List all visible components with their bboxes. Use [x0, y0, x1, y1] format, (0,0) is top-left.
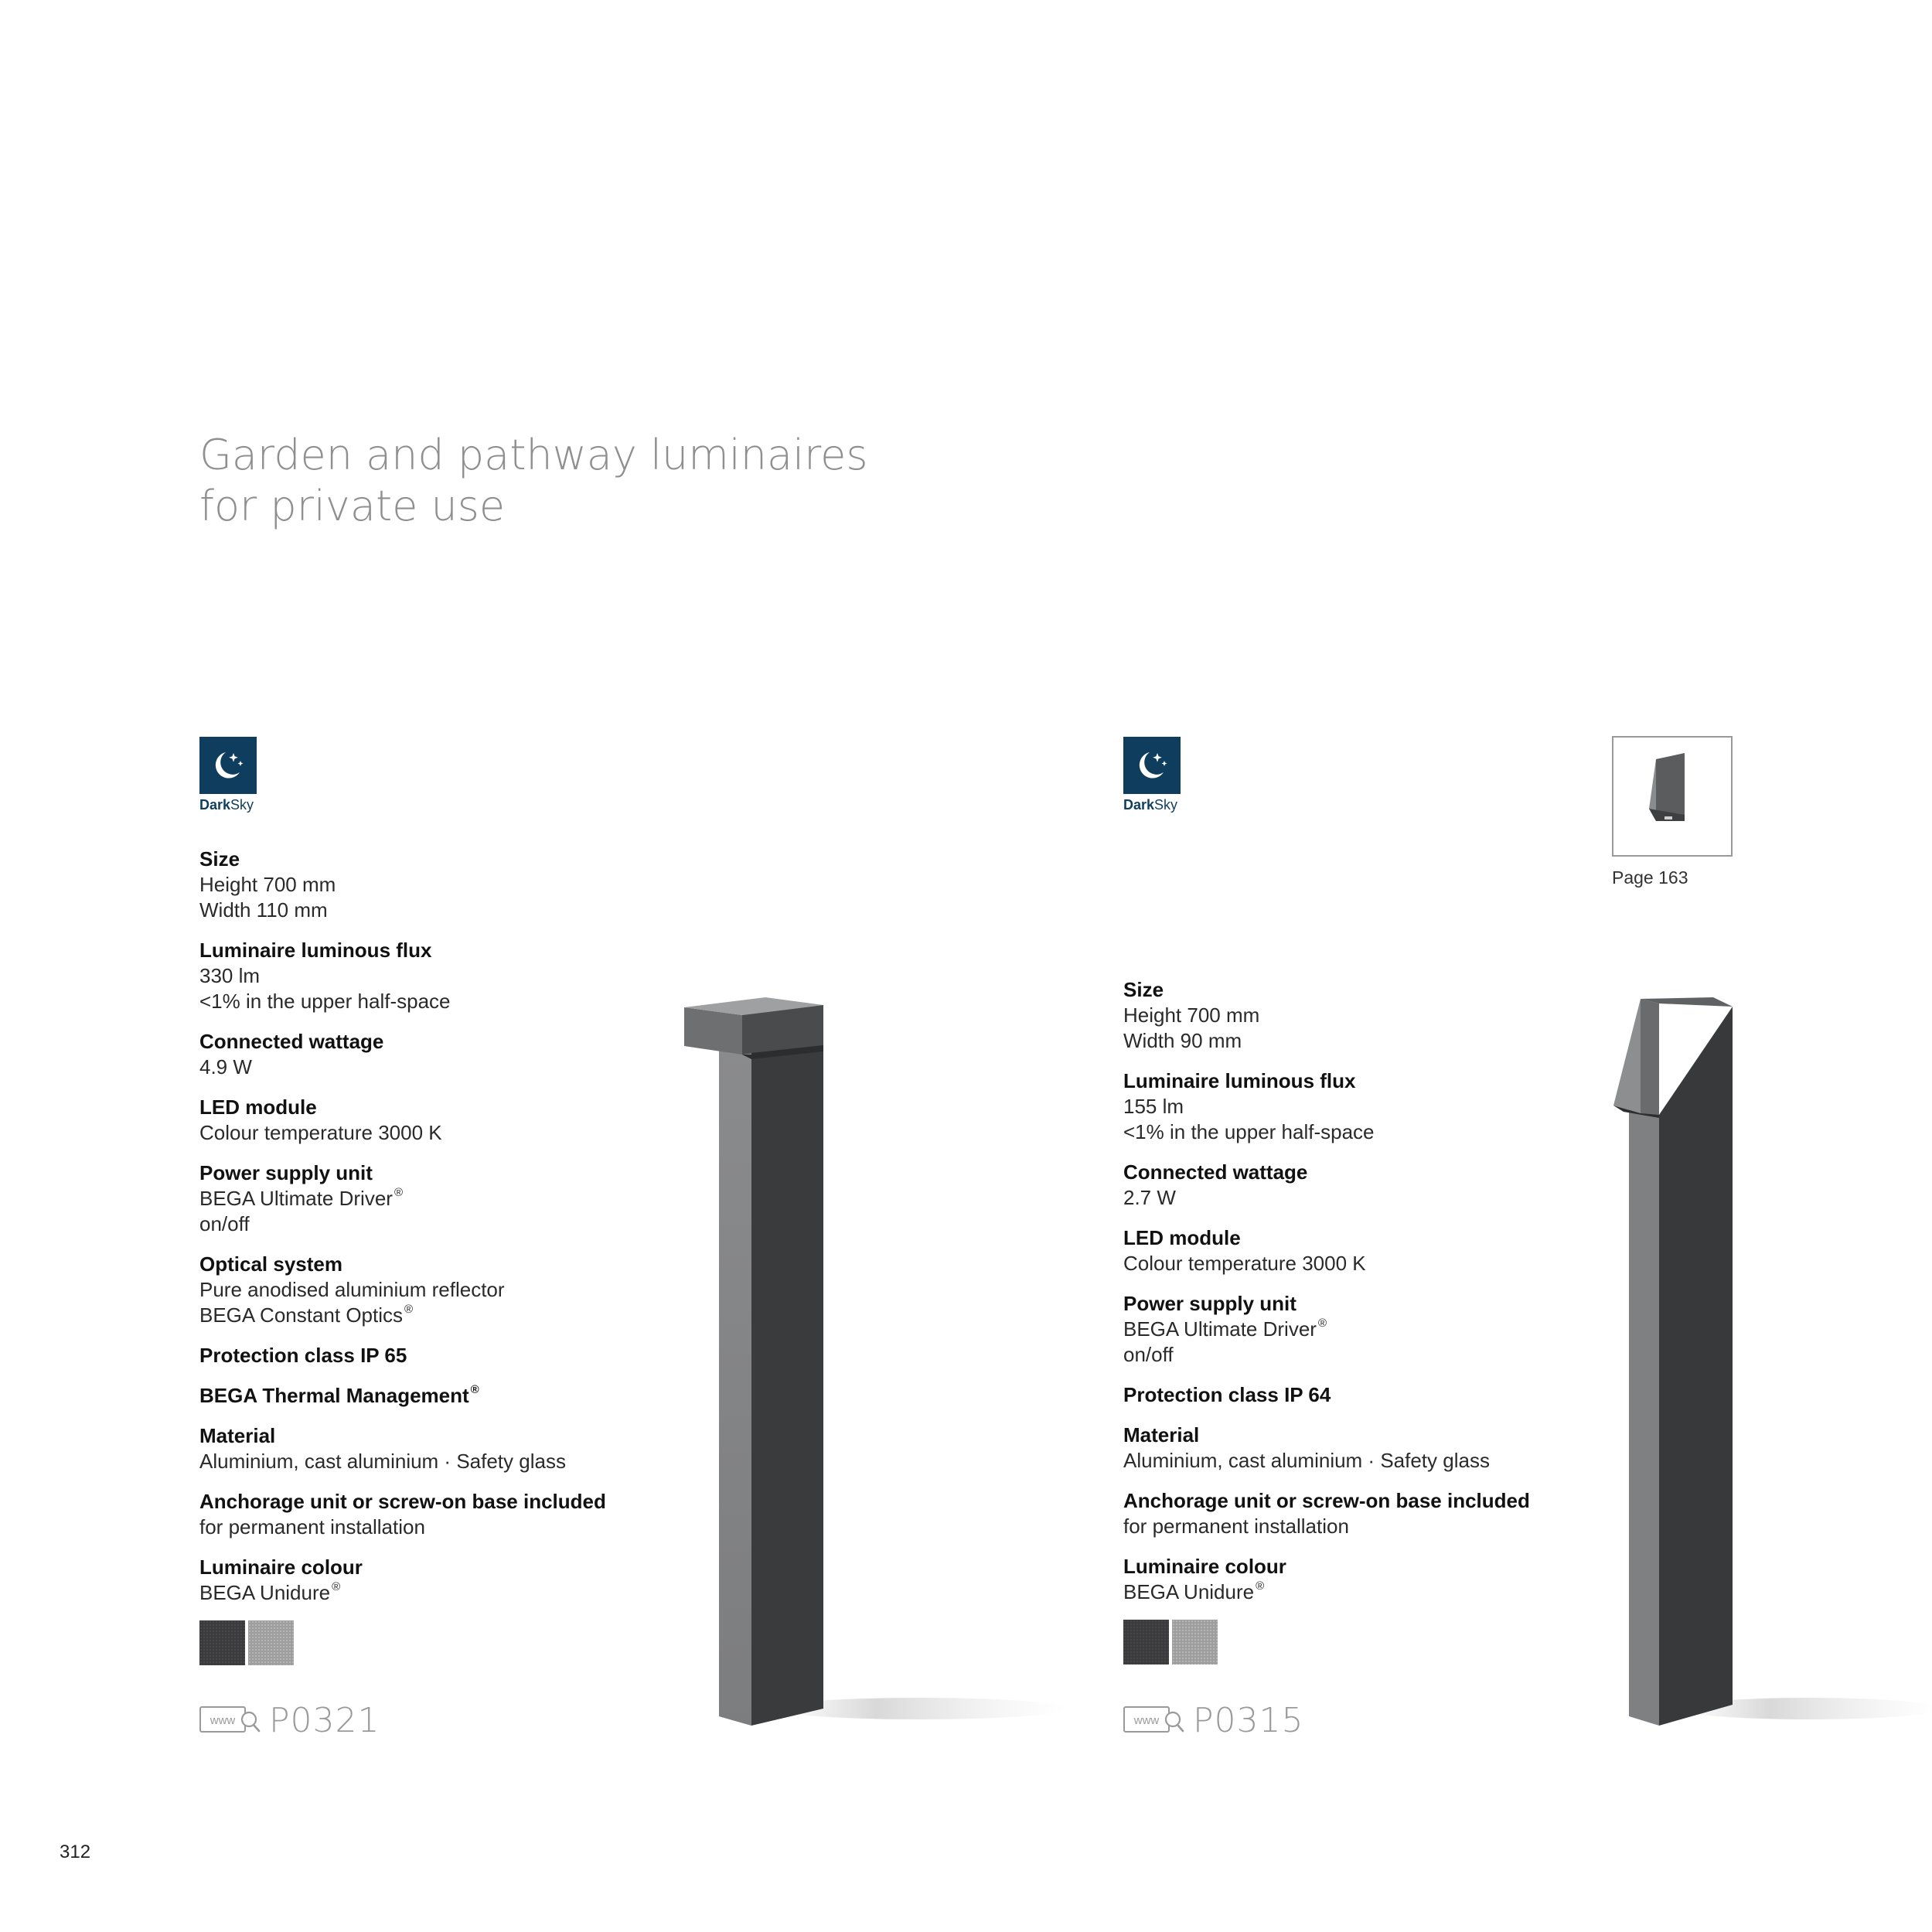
spec-value: on/off — [199, 1212, 250, 1235]
spec-value: BEGA Constant Optics ® — [199, 1303, 414, 1327]
wall-luminaire-icon — [1613, 738, 1731, 855]
registered-mark: ® — [470, 1383, 479, 1396]
spec-value: Colour temperature 3000 K — [199, 1121, 442, 1144]
swatch-silver[interactable] — [248, 1620, 294, 1665]
page-title-line-1: Garden and pathway luminaires — [199, 431, 868, 479]
spec-size — [1123, 977, 1649, 1054]
moon-stars-icon — [1123, 737, 1181, 794]
spec-title: Protection class IP 65 — [199, 1344, 407, 1367]
spec-title: Material — [1123, 1423, 1200, 1446]
darksky-badge — [1123, 737, 1181, 813]
registered-mark: ® — [332, 1580, 341, 1593]
registered-mark: ® — [1256, 1579, 1265, 1593]
spec-value: Width 90 mm — [1123, 1029, 1242, 1052]
spec-value: Aluminium, cast aluminium · Safety glass — [199, 1450, 566, 1473]
spec-protection-class — [1123, 1382, 1649, 1408]
colour-swatches — [1123, 1620, 1649, 1665]
spec-value: 155 lm — [1123, 1095, 1184, 1118]
spec-size — [199, 847, 725, 923]
luminaire-image-p0321 — [665, 982, 1067, 1747]
spec-title: Power supply unit — [1123, 1292, 1297, 1315]
spec-value: for permanent installation — [1123, 1515, 1349, 1538]
product-code-link-p0321[interactable] — [199, 1701, 380, 1740]
spec-value: Aluminium, cast aluminium · Safety glass — [1123, 1449, 1490, 1472]
spec-value: BEGA Ultimate Driver ® — [1123, 1317, 1327, 1341]
swatch-silver[interactable] — [1172, 1620, 1218, 1665]
reference-thumbnail[interactable] — [1612, 736, 1733, 857]
spec-title: Size — [199, 847, 240, 871]
spec-title: Anchorage unit or screw-on base included — [1123, 1489, 1530, 1512]
spec-led-module — [1123, 1225, 1649, 1276]
spec-title: Connected wattage — [199, 1030, 384, 1053]
spec-title: LED module — [199, 1095, 317, 1119]
spec-wattage — [1123, 1160, 1649, 1211]
spec-value: BEGA Unidure ® — [1123, 1579, 1265, 1603]
page-title-line-2: for private use — [199, 482, 506, 530]
spec-value: Height 700 mm — [199, 873, 336, 896]
colour-swatches — [199, 1620, 725, 1665]
spec-value: <1% in the upper half-space — [1123, 1120, 1375, 1143]
spec-material — [1123, 1423, 1649, 1474]
darksky-label: DarkSky — [1123, 797, 1178, 813]
spec-thermal-management — [199, 1383, 725, 1409]
spec-title: Connected wattage — [1123, 1160, 1308, 1184]
spec-luminaire-colour — [1123, 1554, 1649, 1605]
spec-title: Size — [1123, 978, 1164, 1001]
spec-optical-system — [199, 1252, 725, 1328]
spec-value: 2.7 W — [1123, 1186, 1176, 1209]
spec-title: LED module — [1123, 1226, 1241, 1249]
spec-title: Optical system — [199, 1252, 342, 1276]
spec-power-supply — [1123, 1291, 1649, 1368]
spec-value: <1% in the upper half-space — [199, 990, 451, 1013]
page-number: 312 — [60, 1842, 91, 1862]
spec-anchorage — [199, 1489, 725, 1540]
product-code: P0315 — [1193, 1701, 1304, 1740]
luminaire-image-p0315 — [1577, 982, 1932, 1747]
moon-stars-icon — [199, 737, 257, 794]
swatch-graphite[interactable] — [199, 1620, 245, 1665]
spec-value: 4.9 W — [199, 1055, 252, 1078]
spec-title: Luminaire luminous flux — [1123, 1069, 1356, 1092]
spec-luminaire-colour — [199, 1555, 725, 1606]
spec-title: Material — [199, 1424, 276, 1447]
spec-luminous-flux — [1123, 1068, 1649, 1145]
spec-power-supply — [199, 1160, 725, 1237]
spec-anchorage — [1123, 1488, 1649, 1539]
spec-value: Pure anodised aluminium reflector — [199, 1278, 505, 1301]
spec-title: Luminaire colour — [1123, 1555, 1286, 1578]
spec-value: Width 110 mm — [199, 898, 328, 922]
reference-page-link[interactable]: Page 163 — [1612, 867, 1688, 888]
www-search-icon — [1123, 1705, 1185, 1737]
spec-led-module — [199, 1095, 725, 1146]
spec-protection-class — [199, 1343, 725, 1368]
spec-title: Luminaire luminous flux — [199, 939, 432, 962]
spec-list-p0315 — [1123, 977, 1649, 1665]
spec-value: Height 700 mm — [1123, 1003, 1260, 1027]
spec-value: on/off — [1123, 1343, 1174, 1366]
spec-list-p0321 — [199, 847, 725, 1665]
registered-mark: ® — [404, 1303, 414, 1316]
spec-value: BEGA Ultimate Driver ® — [199, 1186, 404, 1210]
svg-text:www: www — [1133, 1713, 1160, 1727]
darksky-badge — [199, 737, 257, 813]
spec-value: Colour temperature 3000 K — [1123, 1252, 1366, 1275]
spec-value: BEGA Unidure ® — [199, 1580, 341, 1604]
spec-value: for permanent installation — [199, 1515, 425, 1538]
spec-material — [199, 1423, 725, 1474]
product-code: P0321 — [269, 1701, 380, 1740]
spec-wattage — [199, 1029, 725, 1080]
spec-luminous-flux — [199, 938, 725, 1014]
spec-title: Anchorage unit or screw-on base included — [199, 1490, 606, 1513]
spec-title: Luminaire colour — [199, 1555, 363, 1579]
registered-mark: ® — [394, 1186, 404, 1199]
registered-mark: ® — [1317, 1317, 1327, 1330]
spec-title: Protection class IP 64 — [1123, 1383, 1331, 1406]
spec-title: BEGA Thermal Management ® — [199, 1383, 479, 1407]
darksky-label: DarkSky — [199, 797, 254, 813]
spec-title: Power supply unit — [199, 1161, 373, 1184]
product-code-link-p0315[interactable] — [1123, 1701, 1304, 1740]
page-title — [199, 430, 868, 532]
spec-value: 330 lm — [199, 964, 261, 987]
swatch-graphite[interactable] — [1123, 1620, 1169, 1665]
www-search-icon — [199, 1705, 261, 1737]
svg-text:www: www — [210, 1713, 236, 1727]
